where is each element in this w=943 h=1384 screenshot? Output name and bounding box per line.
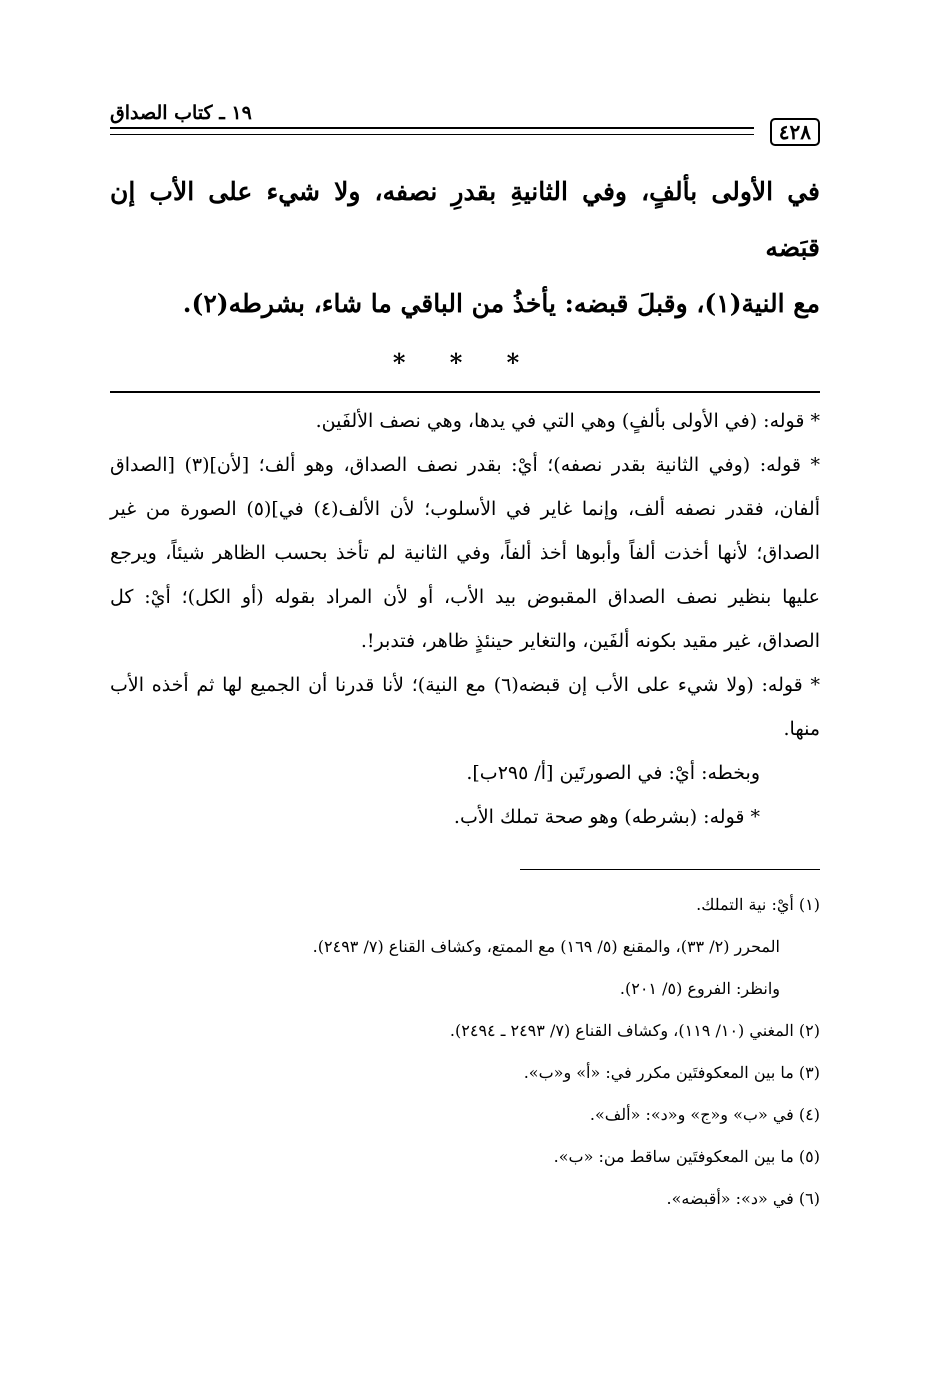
main-text — [110, 164, 820, 332]
section-stars: * * * — [392, 348, 538, 377]
footnote-separator — [520, 869, 820, 870]
footnotes — [110, 884, 820, 1220]
commentary-paragraph: * قوله: (بشرطه) وهو صحة تملك الأب. — [453, 806, 760, 828]
main-text-line: مع النية(١)، وقبلَ قبضه: يأخذُ من الباقي ما شاء، بشرطه(٢). — [182, 289, 820, 318]
footnote: (٥) ما بين المعكوفتَين ساقط من: «ب». — [553, 1147, 820, 1166]
page-number: ٤٢٨ — [770, 118, 820, 146]
page-header — [110, 78, 820, 148]
footnote: (٣) ما بين المعكوفتَين مكرر في: «أ» و«ب». — [523, 1063, 820, 1082]
footnote: (٤) في «ب» و«ج» و«د»: «ألف». — [589, 1105, 820, 1124]
commentary-paragraph: * قوله: (في الأولى بألفٍ) وهي التي في يدها، وهي نصف الألفَين. — [315, 410, 820, 432]
chapter-title: ١٩ ـ كتاب الصداق — [110, 102, 252, 124]
commentary — [110, 399, 820, 839]
commentary-paragraph: * قوله: (وفي الثانية بقدر نصفه)؛ أيْ: بقدر نصف الصداق، وهو ألف؛ [لأن](٣) [الصداق ألفان، فقدر نصفه ألف، وإنما غاير في الأسلوب؛ لأن الألف(٤) في](٥) الصورة من غير الصداق؛ لأنها أخذت ألفاً وأبوها أخذ ألفاً، وفي الثانية لم تأخذ بحسب الظاهر شيئاً، ويرجع عليها بنظير نصف الصداق المقبوض بيد الأب، أو لأن المراد بقوله (أو الكل)؛ أيْ: كل الصداق، غير مقيد بكونه ألفَين، والتغاير حينئذٍ ظاهر، فتدبر!. — [110, 454, 820, 652]
commentary-paragraph: وبخطه: أيْ: في الصورتَين [أ/ ٢٩٥ب]. — [466, 762, 760, 784]
footnote: المحرر (٢/ ٣٣)، والمقنع (٥/ ١٦٩) مع الممتع، وكشاف القناع (٧/ ٢٤٩٣). — [312, 937, 780, 956]
commentary-paragraph: * قوله: (ولا شيء على الأب إن قبضه(٦) مع النية)؛ لأنا قدرنا أن الجميع لها ثم أخذه الأب منها. — [110, 674, 821, 740]
commentary-separator — [110, 391, 820, 393]
main-text-line: في الأولى بألفٍ، وفي الثانيةِ بقدرِ نصفه، ولا شيء على الأب إن قبَضه — [110, 177, 820, 262]
footnote: وانظر: الفروع (٥/ ٢٠١). — [619, 979, 780, 998]
header-rule-thin — [110, 134, 754, 135]
footnote: (٦) في «د»: «أقبضه». — [666, 1189, 820, 1208]
page — [110, 78, 820, 1308]
footnote: (٢) المغني (١٠/ ١١٩)، وكشاف القناع (٧/ ٢٤٩٣ ـ ٢٤٩٤). — [449, 1021, 820, 1040]
header-rule — [110, 127, 754, 129]
footnote: (١) أيْ: نية التملك. — [696, 895, 820, 914]
